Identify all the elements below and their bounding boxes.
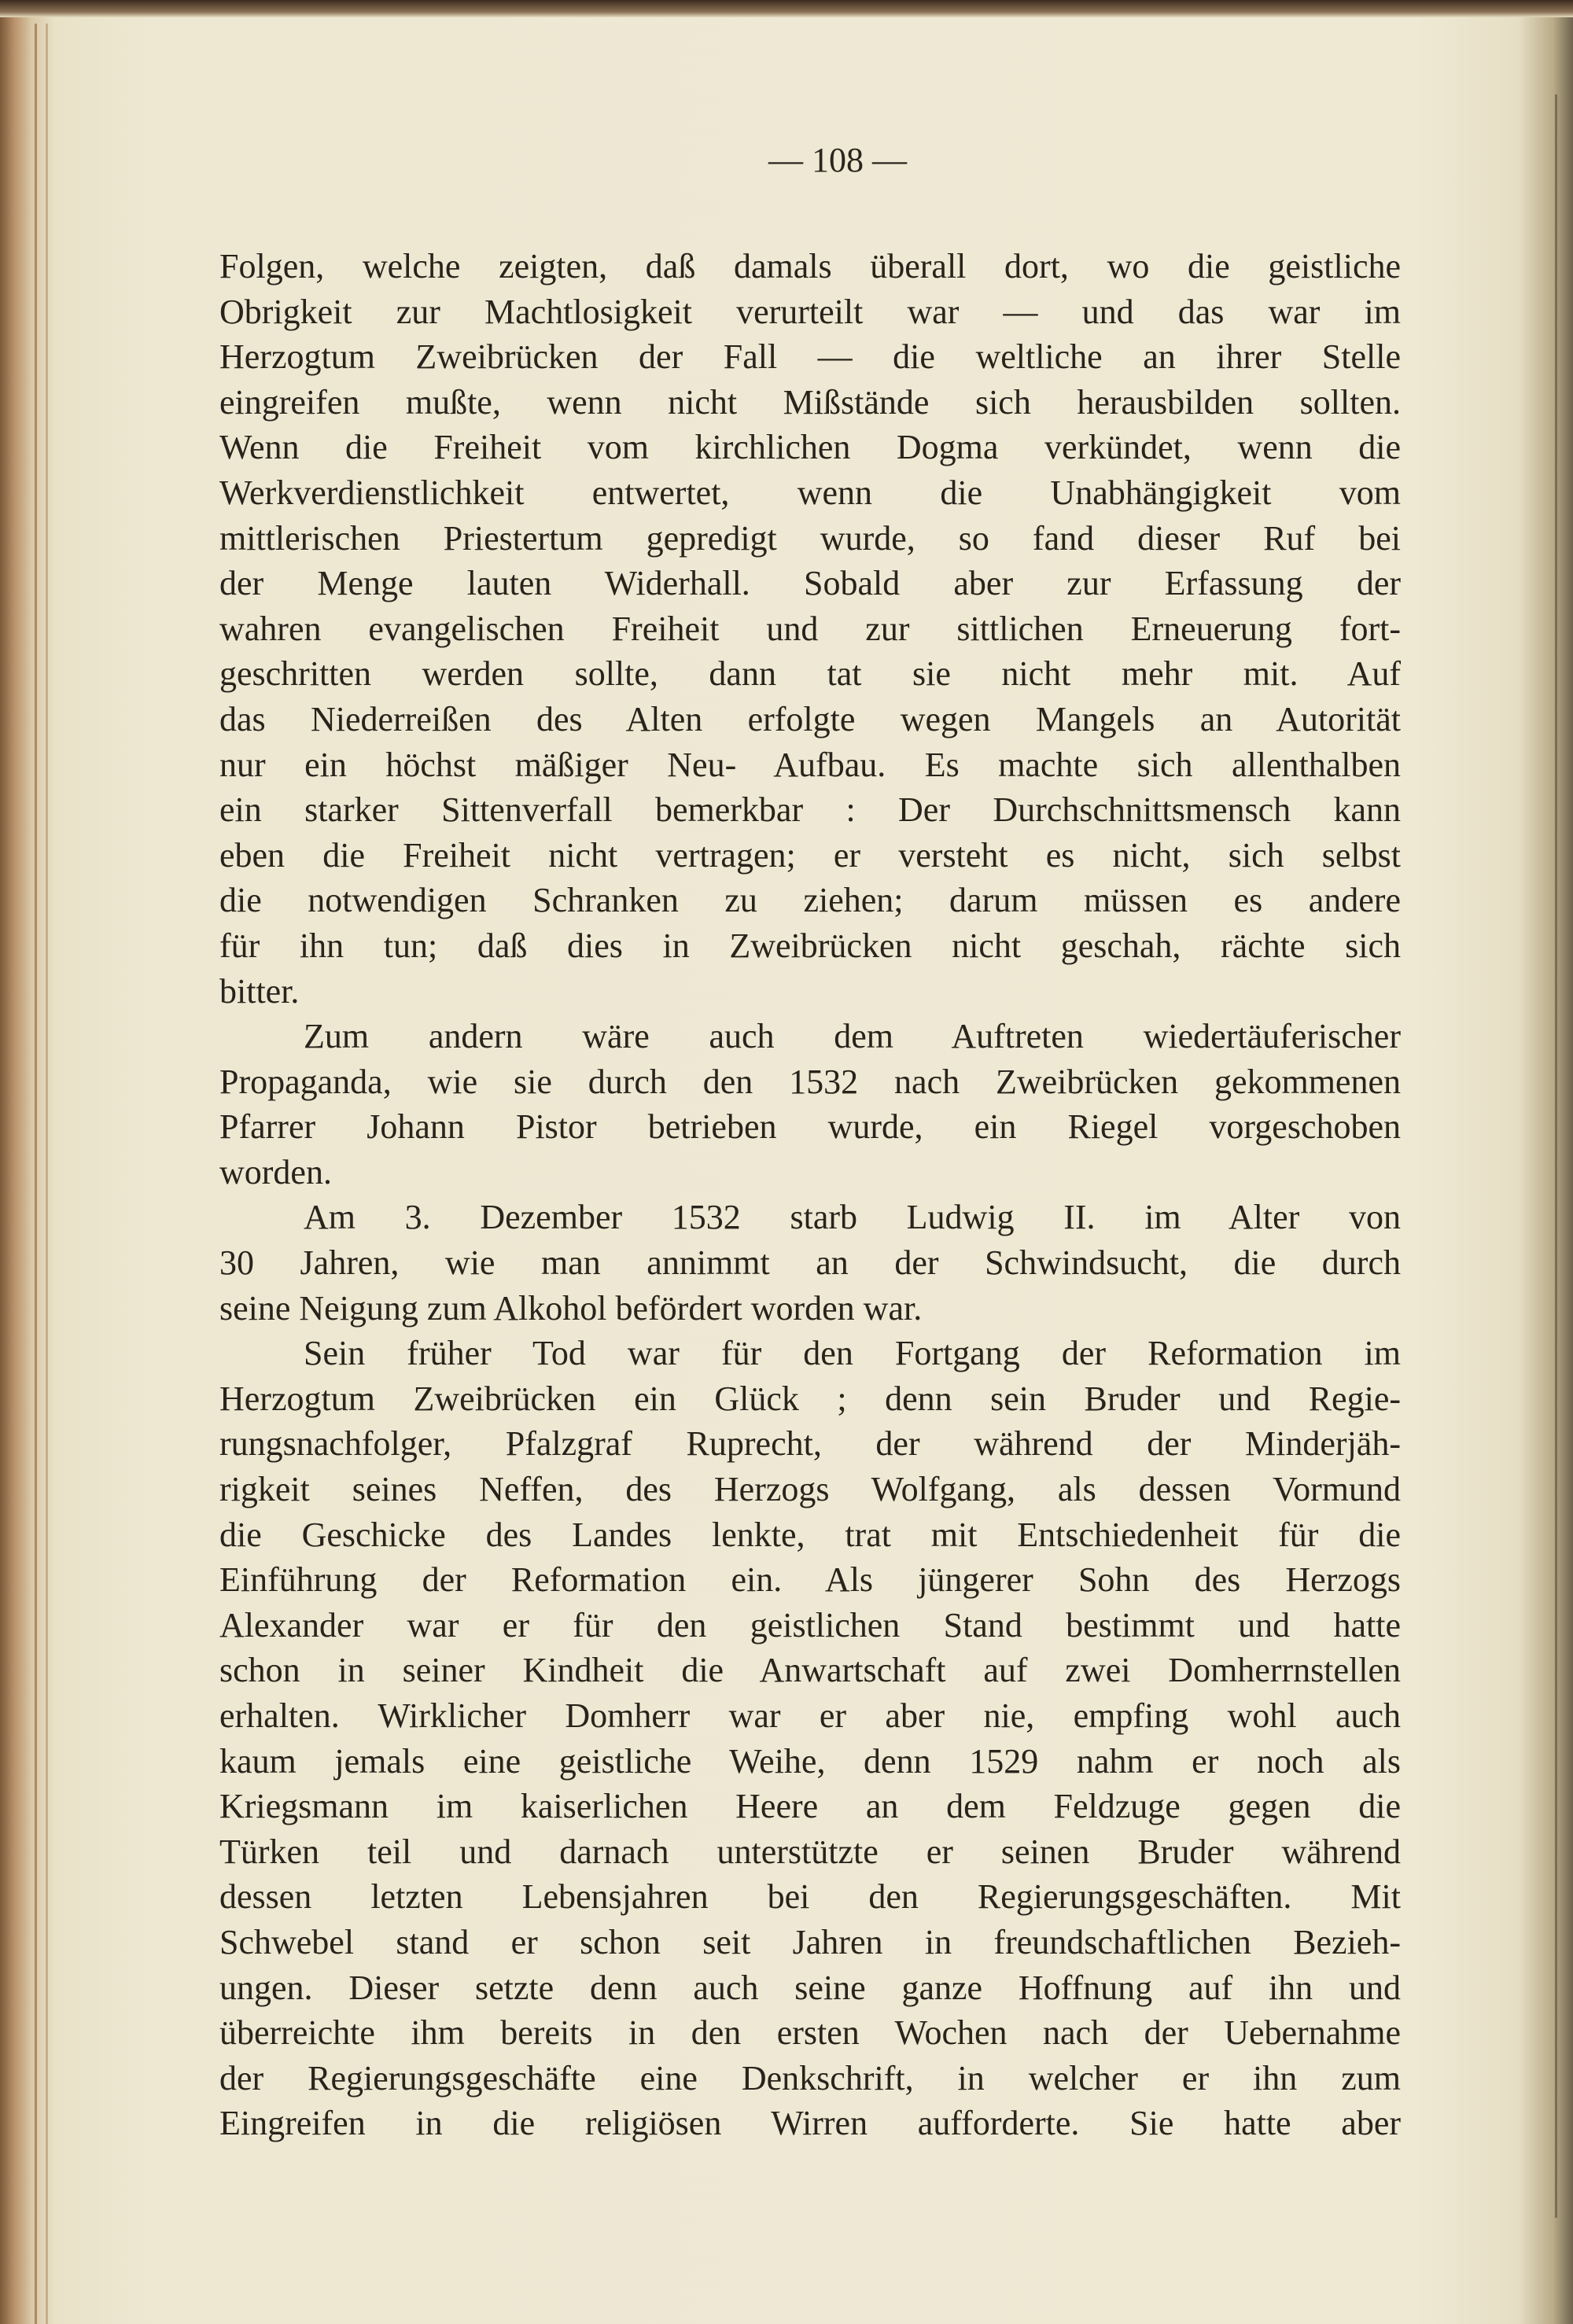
page-number: — 108 — bbox=[768, 141, 907, 179]
text-line: der Regierungsgeschäfte eine Denkschrift, in welcher er ihn zum bbox=[219, 2058, 1401, 2097]
text-line: Einführung der Reformation ein. Als jüngerer Sohn des Herzogs bbox=[219, 1560, 1401, 1600]
text-line: wahren evangelischen Freiheit und zur sittlichen Erneuerung fort- bbox=[219, 609, 1401, 648]
text-line: rungsnachfolger, Pfalzgraf Ruprecht, der während der Minderjäh- bbox=[219, 1424, 1401, 1464]
text-line: Eingreifen in die religiösen Wirren aufforderte. Sie hatte aber bbox=[219, 2104, 1401, 2143]
body-text bbox=[219, 244, 1401, 2146]
text-line: seine Neigung zum Alkohol befördert worden war. bbox=[219, 1288, 923, 1328]
text-line: Kriegsmann im kaiserlichen Heere an dem Feldzuge gegen die bbox=[219, 1787, 1401, 1826]
text-line: mittlerischen Priestertum gepredigt wurde, so fand dieser Ruf bei bbox=[219, 518, 1401, 558]
text-line: Folgen, welche zeigten, daß damals überall dort, wo die geistliche bbox=[219, 247, 1401, 285]
text-line: dessen letzten Lebensjahren bei den Regierungsgeschäften. Mit bbox=[219, 1877, 1401, 1917]
paragraph bbox=[219, 1331, 1401, 2146]
text-line: Herzogtum Zweibrücken der Fall — die weltliche an ihrer Stelle bbox=[219, 337, 1401, 377]
paragraph bbox=[219, 1014, 1401, 1195]
text-line: nur ein höchst mäßiger Neu- Aufbau. Es machte sich allenthalben bbox=[219, 745, 1401, 784]
text-line: Am 3. Dezember 1532 starb Ludwig II. im Alter von bbox=[304, 1198, 1401, 1237]
text-line: Herzogtum Zweibrücken ein Glück ; denn sein Bruder und Regie- bbox=[219, 1379, 1401, 1418]
page-right-edge bbox=[1555, 94, 1557, 2218]
text-line: für ihn tun; daß dies in Zweibrücken nicht geschah, rächte sich bbox=[219, 926, 1401, 965]
text-line: schon in seiner Kindheit die Anwartschaft auf zwei Domherrnstellen bbox=[219, 1651, 1401, 1690]
text-line: Alexander war er für den geistlichen Stand bestimmt und hatte bbox=[219, 1605, 1401, 1644]
text-line: Pfarrer Johann Pistor betrieben wurde, ein Riegel vorgeschoben bbox=[219, 1107, 1401, 1147]
book-top-edge bbox=[0, 0, 1573, 17]
text-line: die Geschicke des Landes lenkte, trat mit Entschiedenheit für die bbox=[219, 1515, 1401, 1554]
text-line: 30 Jahren, wie man annimmt an der Schwindsucht, die durch bbox=[219, 1243, 1401, 1283]
paragraph bbox=[219, 244, 1401, 1014]
text-line: Türken teil und darnach unterstützte er seinen Bruder während bbox=[219, 1832, 1401, 1871]
text-line: Sein früher Tod war für den Fortgang der Reformation im bbox=[304, 1334, 1401, 1373]
text-line: die notwendigen Schranken zu ziehen; darum müssen es andere bbox=[219, 881, 1401, 920]
text-line: eben die Freiheit nicht vertragen; er versteht es nicht, sich selbst bbox=[219, 835, 1401, 875]
text-line: erhalten. Wirklicher Domherr war er aber nie, empfing wohl auch bbox=[219, 1696, 1401, 1735]
text-line: kaum jemals eine geistliche Weihe, denn 1529 nahm er noch als bbox=[219, 1741, 1401, 1781]
text-line: Zum andern wäre auch dem Auftreten wiedertäuferischer bbox=[304, 1017, 1401, 1056]
text-line: worden. bbox=[219, 1152, 332, 1191]
text-line: geschritten werden sollte, dann tat sie nicht mehr mit. Auf bbox=[219, 654, 1401, 694]
text-line: bitter. bbox=[219, 971, 300, 1011]
text-line: Wenn die Freiheit vom kirchlichen Dogma verkündet, wenn die bbox=[219, 428, 1401, 467]
binding-edge bbox=[46, 24, 48, 2324]
text-line: ungen. Dieser setzte denn auch seine ganze Hoffnung auf ihn und bbox=[219, 1968, 1401, 2007]
text-line: ein starker Sittenverfall bemerkbar : Der Durchschnittsmensch kann bbox=[219, 790, 1401, 830]
text-line: rigkeit seines Neffen, des Herzogs Wolfgang, als dessen Vormund bbox=[219, 1470, 1401, 1509]
text-line: Werkverdienstlichkeit entwertet, wenn die Unabhängigkeit vom bbox=[219, 473, 1401, 512]
text-line: der Menge lauten Widerhall. Sobald aber zur Erfassung der bbox=[219, 564, 1401, 603]
binding-edge bbox=[35, 24, 37, 2324]
text-line: Schwebel stand er schon seit Jahren in freundschaftlichen Bezieh- bbox=[219, 1922, 1401, 1961]
text-line: das Niederreißen des Alten erfolgte wegen Mangels an Autorität bbox=[219, 699, 1401, 738]
text-line: Obrigkeit zur Machtlosigkeit verurteilt war — und das war im bbox=[219, 292, 1401, 331]
text-line: überreichte ihm bereits in den ersten Wochen nach der Uebernahme bbox=[219, 2013, 1401, 2053]
text-line: eingreifen mußte, wenn nicht Mißstände sich herausbilden sollten. bbox=[219, 382, 1401, 422]
text-line: Propaganda, wie sie durch den 1532 nach Zweibrücken gekommenen bbox=[219, 1062, 1401, 1101]
paragraph bbox=[219, 1195, 1401, 1331]
